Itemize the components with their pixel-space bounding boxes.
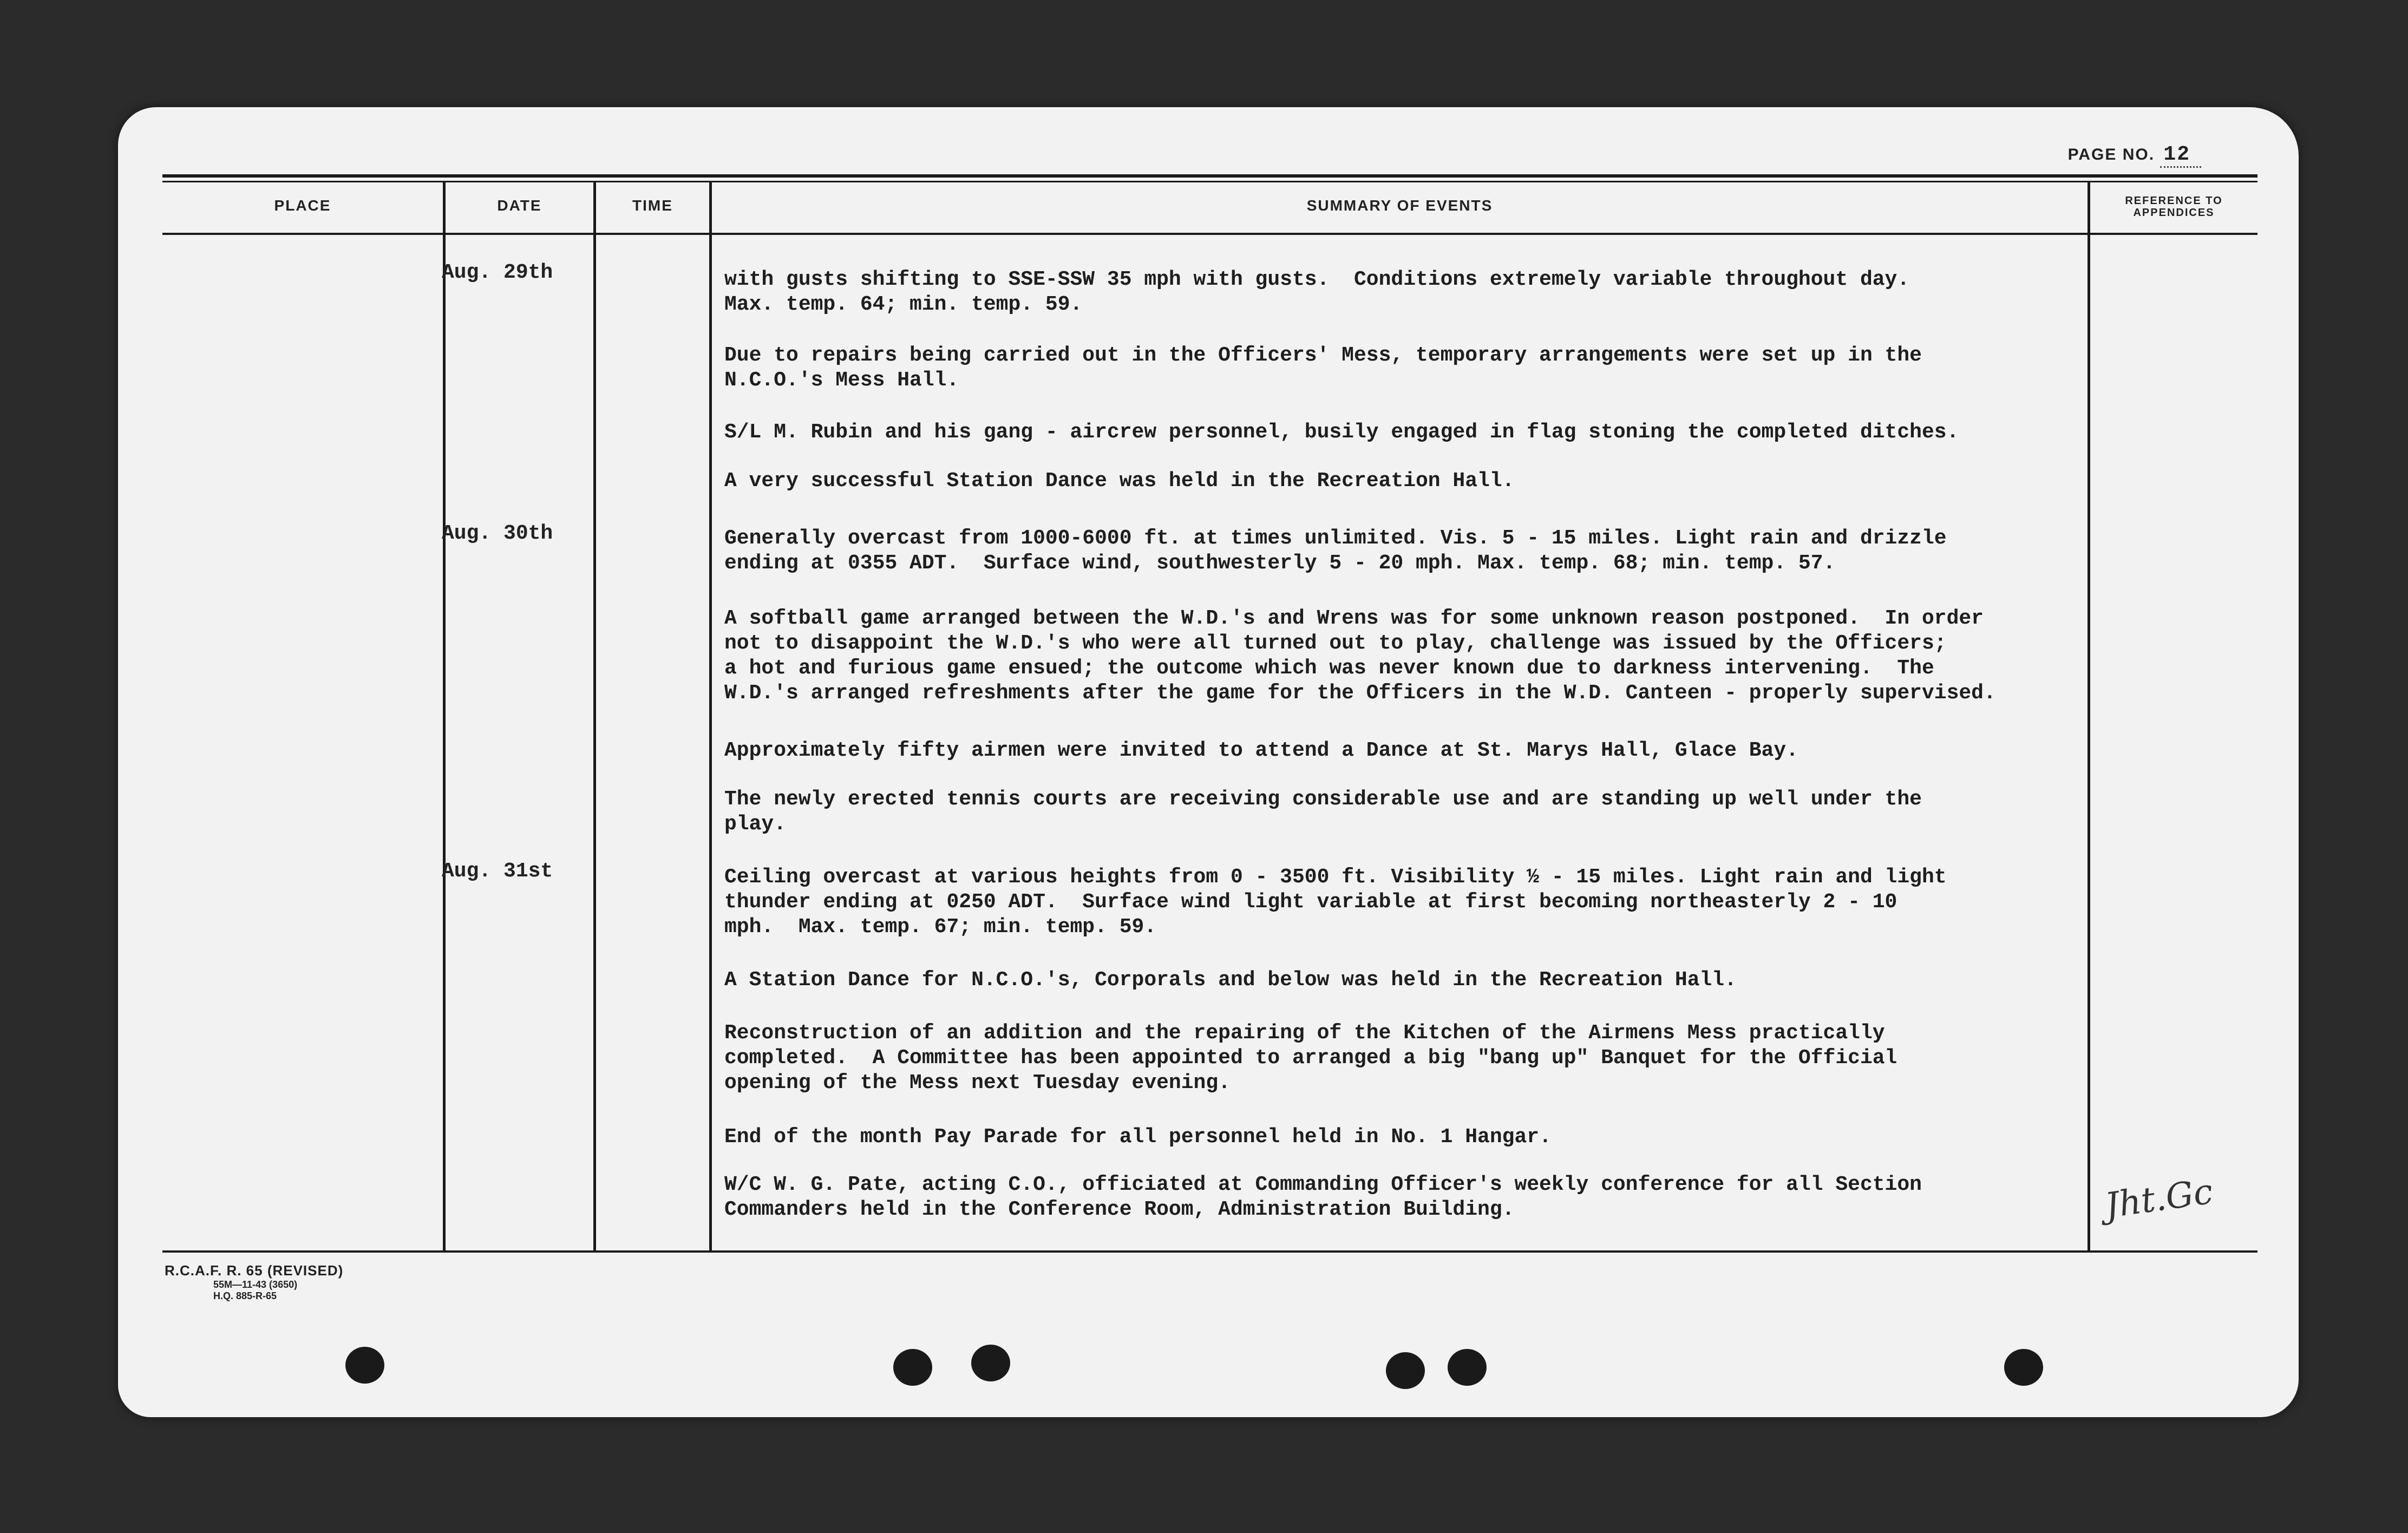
handwritten-initials: Jht.Gc — [2102, 1171, 2216, 1227]
column-divider-date — [443, 181, 446, 1253]
page-number-label: PAGE NO. — [2067, 146, 2155, 163]
top-rule — [162, 174, 2258, 178]
entry-text: Reconstruction of an addition and the repairing of the Kitchen of the Airmens Mess practically completed. A Committee has been appointed to arranged a big "bang up" Banquet for the Official opening of the Mess next Tuesday evening. — [724, 1021, 1897, 1095]
header-place: PLACE — [274, 197, 331, 214]
form-footer — [165, 1262, 343, 1302]
header-date: DATE — [497, 197, 542, 214]
entry-text: End of the month Pay Parade for all personnel held in No. 1 Hangar. — [724, 1125, 1552, 1149]
header-time: TIME — [632, 197, 673, 214]
diary-form-sheet — [118, 107, 2299, 1417]
page-number-header — [2068, 143, 2201, 166]
entry-text: The newly erected tennis courts are receiving considerable use and are standing up well under the play. — [724, 788, 1922, 836]
column-divider-summary — [709, 181, 712, 1253]
form-hq: H.Q. 885-R-65 — [213, 1290, 277, 1301]
entry-text: S/L M. Rubin and his gang - aircrew personnel, busily engaged in flag stoning the completed ditches. — [724, 421, 1959, 444]
entry-text: Generally overcast from 1000-6000 ft. at times unlimited. Vis. 5 - 15 miles. Light rain and drizzle ending at 0355 ADT. Surface wind, southwesterly 5 - 20 mph. Max. temp. 68; min. temp. 57. — [724, 527, 1947, 575]
entry-text: with gusts shifting to SSE-SSW 35 mph with gusts. Conditions extremely variable throughout day. Max. temp. 64; min. temp. 59. — [724, 268, 1910, 316]
entry-text: A very successful Station Dance was held in the Recreation Hall. — [724, 469, 1515, 493]
page-number-value: 12 — [2160, 143, 2201, 168]
binder-hole — [345, 1347, 384, 1384]
form-code: 55M—11-43 (3650) — [213, 1279, 298, 1290]
top-rule-thin — [162, 181, 2258, 182]
date-aug-31: Aug. 31st — [442, 860, 553, 883]
binder-hole — [2004, 1349, 2043, 1386]
binder-hole — [971, 1345, 1010, 1381]
date-aug-30: Aug. 30th — [442, 522, 553, 545]
entry-text: W/C W. G. Pate, acting C.O., officiated at Commanding Officer's weekly conference for all Section Commanders held in the Conference Room, Administration Building. — [724, 1173, 1922, 1221]
entry-text: A Station Dance for N.C.O.'s, Corporals and below was held in the Recreation Hall. — [724, 968, 1737, 992]
entry-text: Due to repairs being carried out in the Officers' Mess, temporary arrangements were set up in the N.C.O.'s Mess Hall. — [724, 344, 1922, 392]
binder-hole — [1448, 1349, 1487, 1386]
entry-text: Approximately fifty airmen were invited to attend a Dance at St. Marys Hall, Glace Bay. — [724, 739, 1798, 762]
header-reference-line-1: REFERENCE TO — [2125, 195, 2223, 207]
header-summary: SUMMARY OF EVENTS — [1306, 197, 1493, 214]
header-reference-line-2: APPENDICES — [2133, 207, 2215, 219]
form-number: R.C.A.F. R. 65 (REVISED) — [165, 1262, 344, 1279]
binder-hole — [1386, 1352, 1425, 1389]
bottom-rule — [162, 1250, 2258, 1253]
header-reference — [2090, 195, 2258, 219]
header-rule — [162, 233, 2258, 235]
entry-text: A softball game arranged between the W.D.'s and Wrens was for some unknown reason postponed. In order not to disappoint the W.D.'s who were all turned out to play, challenge was issued by the Officers; a hot and furious game ensued; the outcome which was never known due to darkness intervening. The W.D.'s arranged refreshments after the game for the Officers in the W.D. Canteen - properly supervised. — [724, 607, 1996, 705]
column-divider-time — [593, 181, 596, 1253]
date-aug-29: Aug. 29th — [442, 261, 553, 284]
binder-hole — [893, 1349, 932, 1386]
entry-text: Ceiling overcast at various heights from 0 - 3500 ft. Visibility ½ - 15 miles. Light rain and light thunder ending at 0250 ADT. Surface wind light variable at first becoming northeasterly 2 - 10 mph. Max. temp. 67; min. temp. 59. — [724, 866, 1947, 939]
